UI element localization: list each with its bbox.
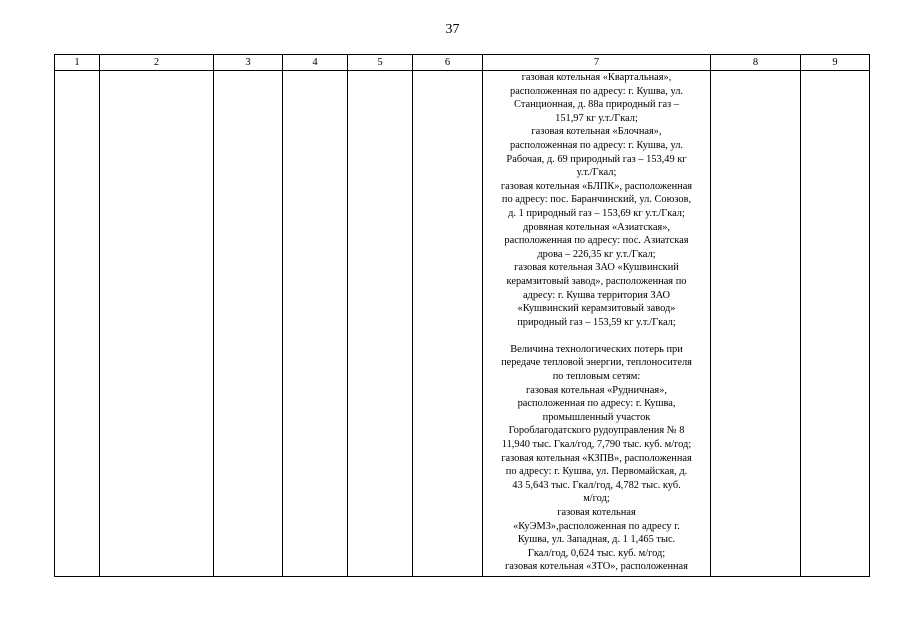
col7-text-line: газовая котельная «ЗТО», расположенная: [505, 561, 688, 573]
col7-text-line: газовая котельная «БЛПК», расположенная: [500, 180, 693, 192]
col7-text-line: адресу: г. Кушва территория ЗАО: [522, 289, 671, 301]
col7-text-line: 43 5,643 тыс. Гкал/год, 4,782 тыс. куб.: [512, 479, 681, 491]
col7-blank-line: [485, 329, 708, 343]
table-cell-col4: [283, 71, 348, 577]
col7-text-line: дрова – 226,35 кг у.т./Гкал;: [537, 248, 656, 260]
table-cell-col6: [413, 71, 483, 577]
col7-text-line: Станционная, д. 88а природный газ –: [514, 99, 679, 111]
col7-text-line: дровяная котельная «Азиатская»,: [522, 221, 671, 233]
table-cell-col3: [214, 71, 283, 577]
table-row: [55, 71, 870, 577]
col7-text-line: Кушва, ул. Западная, д. 1 1,465 тыс.: [517, 534, 676, 546]
table-cell-col8: [711, 71, 801, 577]
page-number: 37: [445, 22, 460, 37]
col7-text-line: расположенная по адресу: г. Кушва, ул.: [510, 139, 683, 151]
col7-text-line: керамзитовый завод», расположенная по: [506, 275, 687, 287]
column-header-7: 7: [483, 55, 711, 71]
col7-text-line: по адресу: пос. Баранчинский, ул. Союзов,: [501, 194, 692, 206]
table-cell-col9: [801, 71, 870, 577]
col7-text-line: м/год;: [583, 493, 610, 505]
col7-text-line: Величина технологических потерь при: [510, 343, 683, 355]
col7-text-line: передаче тепловой энергии, теплоносителя: [501, 357, 692, 369]
col7-text-line: газовая котельная: [557, 507, 636, 518]
column-header-6: 6: [413, 55, 483, 71]
col7-text-line: газовая котельная «Блочная»,: [531, 126, 662, 138]
col7-text-line: Рабочая, д. 69 природный газ – 153,49 кг: [506, 153, 687, 165]
col7-text-line: расположенная по адресу: г. Кушва, ул.: [510, 85, 683, 97]
column-header-9: 9: [801, 55, 870, 71]
table-cell-col5: [348, 71, 413, 577]
col7-text-line: газовая котельная «Квартальная»,: [521, 72, 672, 83]
col7-text-line: промышленный участок: [542, 411, 651, 423]
column-header-3: 3: [214, 55, 283, 71]
table-cell-col2: [100, 71, 214, 577]
col7-text-line: у.т./Гкал;: [576, 167, 617, 179]
col7-text-line: «Кушвинский керамзитовый завод»: [517, 303, 676, 315]
col7-text-line: по тепловым сетям:: [552, 371, 641, 383]
col7-text-line: природный газ – 153,59 кг у.т./Гкал;: [517, 316, 676, 328]
col7-text-line: Гороблагодатского рудоуправления № 8: [508, 425, 685, 437]
col7-text-line: расположенная по адресу: г. Кушва,: [517, 398, 676, 410]
table-cell-col1: [55, 71, 100, 577]
col7-text-line: газовая котельная ЗАО «Кушвинский: [514, 262, 679, 274]
col7-text-line: 151,97 кг у.т./Гкал;: [555, 112, 638, 124]
col7-text-line: 11,940 тыс. Гкал/год, 7,790 тыс. куб. м/год;: [501, 439, 692, 451]
column-header-8: 8: [711, 55, 801, 71]
col7-text-line: газовая котельная «Рудничная»,: [526, 384, 667, 396]
column-header-1: 1: [55, 55, 100, 71]
col7-text-block: [483, 71, 710, 576]
col7-text-line: «КуЭМЗ»,расположенная по адресу г.: [513, 520, 680, 532]
col7-text-line: расположенная по адресу: пос. Азиатская: [504, 235, 689, 247]
col7-text-line: газовая котельная «КЗПВ», расположенная: [501, 452, 692, 464]
column-header-5: 5: [348, 55, 413, 71]
column-header-4: 4: [283, 55, 348, 71]
col7-text-line: Гкал/год, 0,624 тыс. куб. м/год;: [527, 547, 666, 559]
column-header-2: 2: [100, 55, 214, 71]
data-table: [54, 54, 870, 577]
col7-text-line: по адресу: г. Кушва, ул. Первомайская, д.: [505, 466, 688, 478]
col7-text-line: д. 1 природный газ – 153,69 кг у.т./Гкал;: [508, 207, 685, 219]
table-header-row: [55, 55, 870, 71]
table-cell-col7: [483, 71, 711, 577]
